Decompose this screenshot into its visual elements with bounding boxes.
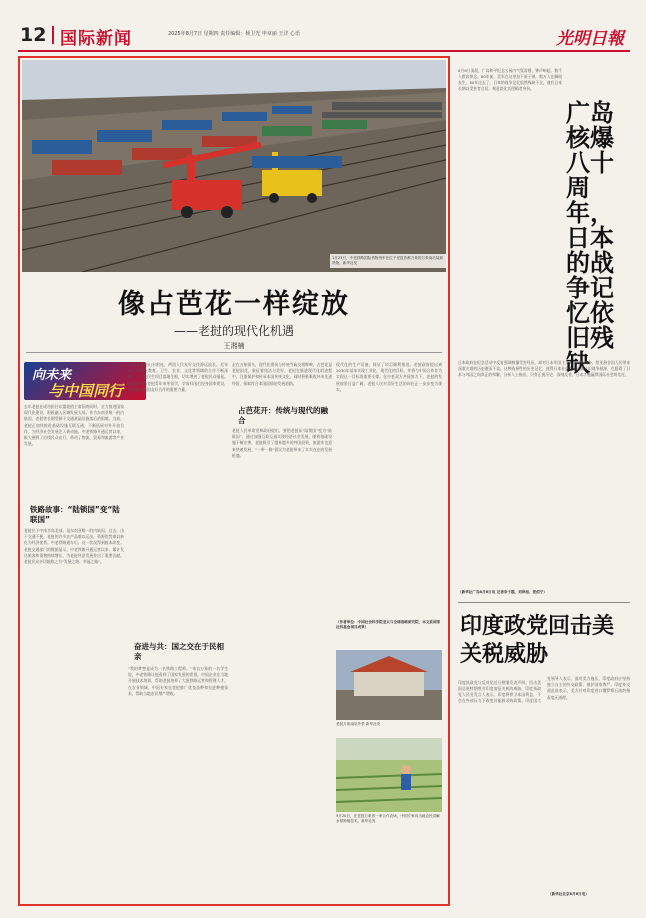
author-note: （作者单位：中国社会科学院亚太与全球战略研究院，本文系国家社科基金项目成果）	[336, 620, 441, 629]
newspaper-logo: 光明日報	[556, 29, 624, 49]
article-byline: 王湘楠	[223, 342, 245, 350]
section-title: 国际新闻	[60, 29, 132, 49]
photo-caption: 1月23日，中老铁路国际货物列车在位于老挝首都万象的万象南站装卸货物。新华社发	[330, 254, 446, 268]
page-number: 12	[20, 24, 47, 46]
col4-paragraph: 现代化的生产设备，保证了项目顺利推进。老挝政府提出到2030年基本实现工业化、现代化的目标，并将与中国合作作为实现这一目标的重要支撑。在中老双方共同努力下，老挝的发展前景日益广阔，老挝人民对美好生活的向往正一步步变为现实。	[336, 362, 442, 392]
column-logo-line2: 与中国同行	[48, 382, 124, 400]
right-top-paragraph: 8月6日清晨，广岛和平纪念公园内气氛肃穆，钟声响起，数千人默哀悼念。80年前，美军在这里投下原子弹，数万人在瞬间丧生。80年过去了，日本的战争记忆依然残缺不全。战后日本长期以受害者自居，刻意淡化其侵略者身份。	[458, 67, 562, 92]
right-article2-dateline: （新华社北京8月6日电）	[548, 892, 589, 896]
header-divider	[52, 26, 54, 44]
highlight-frame	[18, 56, 450, 906]
section-heading-3: 占芭花开：传统与现代的融合	[238, 406, 328, 425]
col2-paragraph: 中国与老挝山水相连，两国人民友好交往源远流长。近年来，两国在教育、卫生、农业、文化等领域的合作不断深化，一大批民生项目落地生根，切实增进了老挝民众福祉。越来越多的老挝青年来华留学，学成归国后投身国家建设，成为推动两国友好合作的重要力量。	[128, 362, 228, 392]
right-article-title: 广岛核爆八十周年，日本的战争记忆依旧残缺	[566, 98, 614, 377]
article-headline: 像占芭花一样绽放	[118, 289, 350, 320]
col2b-paragraph: “我的梦想是成为一名铁路工程师。”来自万象的一名学生说，中老铁路让他看到了国家发展的希望。中国企业在当地开展技术培训，帮助老挝培养了大批铁路运营和管理人才。在农业领域，中国专家在老挝推广优良品种和先进种植技术，帮助当地农民增产增收。	[128, 666, 228, 696]
edition-meta: 2025年8月7日 星期四 责任编辑：杨卫光 申章丽 王洋 心语	[168, 31, 301, 37]
col1b-paragraph: 老挝位于中南半岛北部，是东南亚唯一的内陆国。过去，由于交通不便，老挝的许多农产品难以运出，资源优势难以转化为经济优势。中老铁路通车后，这一状况得到根本改变。老挝交通部门的数据显示，中老铁路开通运营以来，累计发送旅客和货物持续增长，为老挝经济发展作出了重要贡献。老挝民众亲切地称之为“发展之路、幸福之路”。	[24, 528, 124, 565]
article-subhead: ——老挝的现代化机遇	[173, 324, 294, 338]
right-divider	[458, 602, 630, 603]
section-heading-2: 奋进与共：国之交在于民相亲	[134, 642, 224, 661]
right-mid-paragraph: 日本政府在纪念活动中反复强调核爆受害经历，却对日本军国主义发动侵略战争、给亚洲各国人民带来深重灾难的历史避而不谈。这种选择性的历史记忆，使得日本社会难以正确认识战争根源，也阻碍了日本与邻国之间真正的和解。分析人士指出，只有正视历史、深刻反省，日本才能赢得国际社会的信任。	[458, 359, 630, 378]
farm-photo-caption: 5月20日，在老挝万象省一家合作农场，中国专家向当地农民讲解水稻种植技术。新华社发	[336, 814, 440, 823]
col1-paragraph: 去年老挝在成功担任东盟轮值主席国的同时，全力推进国家现代化建设，积极融入区域发展大局。作为东南亚唯一的内陆国，老挝曾长期受制于交通基础设施落后的困境。当前，老挝正加快推进基础设施互联互通，不断拓展对外开放合作，为经济社会发展注入新动能。中老铁路开通运营以来，极大便利了沿线民众出行，带动了物流、贸易和旅游等产业发展。	[24, 404, 124, 447]
section-heading-1: 铁路故事：“陆锁国”变“陆联国”	[30, 505, 120, 524]
page-header	[18, 22, 630, 52]
right-article-text-top	[458, 64, 562, 352]
right-article2-title: 印度政党回击美关税威胁	[460, 613, 615, 667]
right-article2-text	[458, 676, 630, 888]
right-article-dateline: （新华社广岛8月6日电 记者李子越、刘泽旭、姜俏宁）	[458, 590, 547, 594]
col3-paragraph: 走在万象街头，现代化建筑与传统寺庙交相辉映。占芭花是老挝国花，象征着纯洁与美好。老挝在推进现代化的进程中，注重保护和传承本国传统文化，同时积极吸收外来先进经验，探索符合本国国情的发展道路。	[232, 362, 332, 386]
right-article-text-mid	[458, 356, 630, 582]
col3b-paragraph: 老挝人民革命党和政府提出，要把老挝从“陆锁国”变为“陆联国”，通过加强互联互通实现经济社会发展。随着基础设施不断完善，老挝吸引了越来越多的外国投资，旅游业也迎来快速发展。“一带一路”倡议为老挝带来了实实在在的发展机遇。	[232, 428, 332, 458]
column-logo-line1: 向未来	[32, 368, 72, 383]
station-photo-caption: 老挝万象南站外景 新华社发	[336, 722, 381, 726]
right-article2-paragraph: 印度执政党与反对党近日相继发表声明，回击美国总统特朗普对印度加征关税的威胁。印度执政党人民党发言人表示，印度将捍卫本国利益，不会在外部压力下改变其能源采购政策。印度国大党领导人表示，面对美方施压，印度政府应坚持独立自主的外交政策，维护国家尊严。印度外交部此前表示，美方针对印度进口俄罗斯石油的指责毫无道理。	[458, 676, 630, 704]
